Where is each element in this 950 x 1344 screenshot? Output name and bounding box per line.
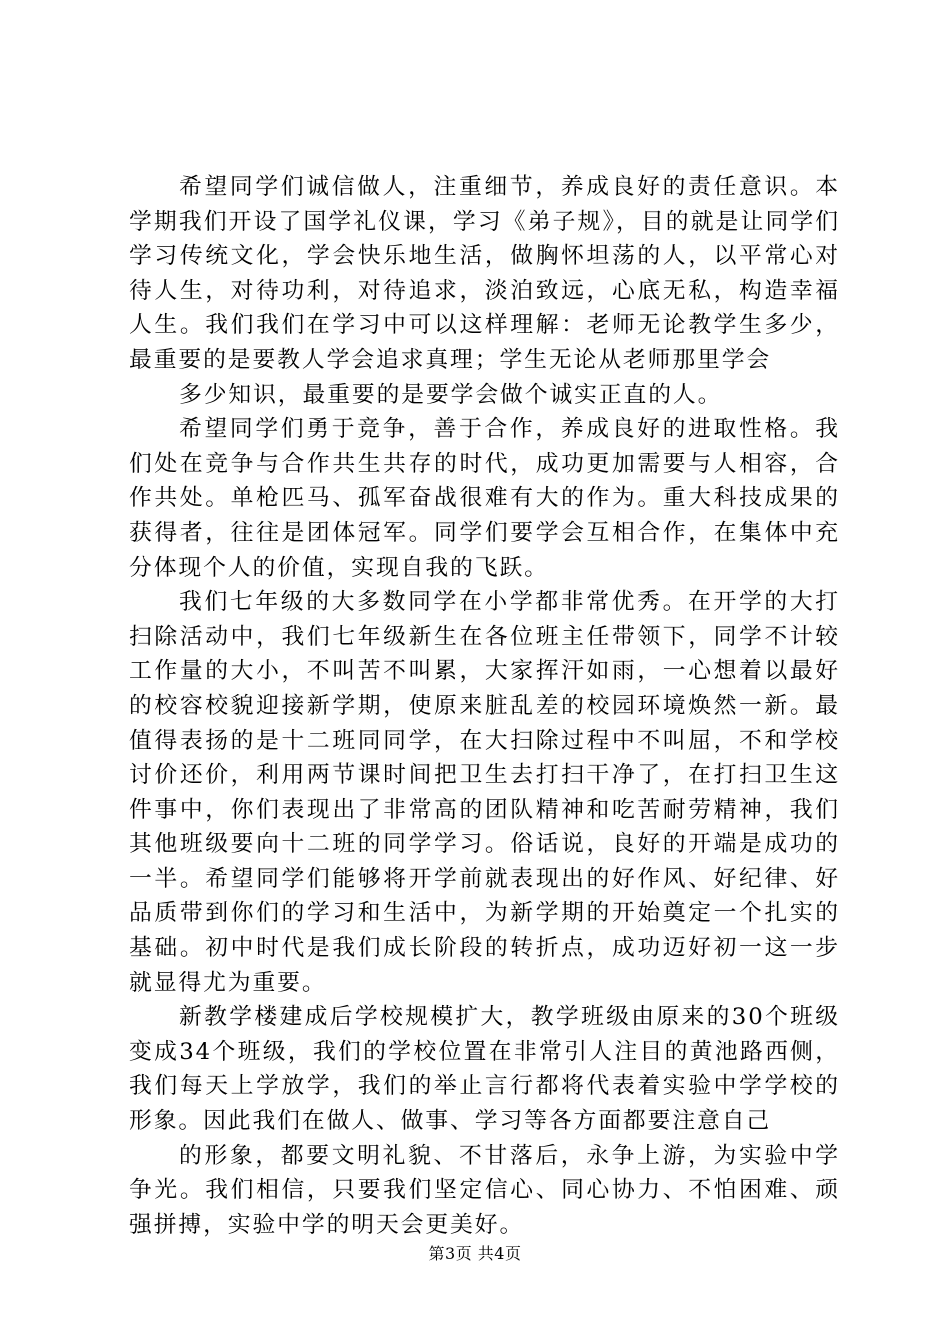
- page-number-footer: 第3页 共4页: [428, 1244, 522, 1263]
- paragraph-conclusion: 的形象，都要文明礼貌、不甘落后，永争上游，为实验中学争光。我们相信，只要我们坚定信心、同心协力、不怕困难、顽强拼搏，实验中学的明天会更美好。: [129, 1142, 840, 1238]
- paragraph-grade-seven: 我们七年级的大多数同学在小学都非常优秀。在开学的大打扫除活动中，我们七年级新生在各位班主任带领下，同学不计较工作量的大小，不叫苦不叫累，大家挥汗如雨，一心想着以最好的校容校貌迎接新学期，使原来脏乱差的校园环境焕然一新。最值得表扬的是十二班同同学，在大扫除过程中不叫屈，不和学校讨价还价，利用两节课时间把卫生去打扫干净了，在打扫卫生这件事中，你们表现出了非常高的团队精神和吃苦耐劳精神，我们其他班级要向十二班的同学学习。俗话说，良好的开端是成功的一半。希望同学们能够将开学前就表现出的好作风、好纪律、好品质带到你们的学习和生活中，为新学期的开始奠定一个扎实的基础。初中时代是我们成长阶段的转折点，成功迈好初一这一步就显得尤为重要。: [129, 589, 840, 996]
- paragraph-honesty-continued: 多少知识，最重要的是要学会做个诚实正直的人。: [179, 381, 723, 408]
- paragraph-honesty: 希望同学们诚信做人，注重细节，养成良好的责任意识。本学期我们开设了国学礼仪课，学习《弟子规》，目的就是让同学们学习传统文化，学会快乐地生活，做胸怀坦荡的人，以平常心对待人生，对待功利，对待追求，淡泊致远，心底无私，构造幸福人生。我们我们在学习中可以这样理解：老师无论教学生多少，最重要的是要教人学会追求真理；学生无论从老师那里学会: [129, 174, 840, 373]
- paragraph-competition: 希望同学们勇于竞争，善于合作，养成良好的进取性格。我们处在竞争与合作共生共存的时代，成功更加需要与人相容，合作共处。单枪匹马、孤军奋战很难有大的作为。重大科技成果的获得者，往往是团体冠军。同学们要学会互相合作，在集体中充分体现个人的价值，实现自我的飞跃。: [129, 416, 840, 581]
- paragraph-new-building: 新教学楼建成后学校规模扩大，教学班级由原来的30个班级变成34个班级，我们的学校位置在非常引人注目的黄池路西侧，我们每天上学放学，我们的举止言行都将代表着实验中学学校的形象。因此我们在做人、做事、学习等各方面都要注意自己: [129, 1004, 840, 1135]
- document-body: [129, 170, 840, 1242]
